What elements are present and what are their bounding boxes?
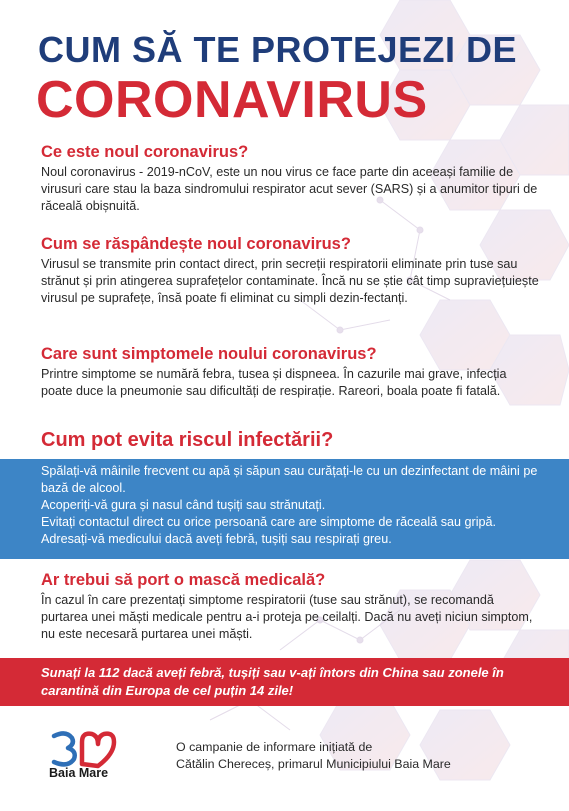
prevention-item: Acoperiți-vă gura și nasul când tușiți sau strănutați.	[41, 498, 326, 512]
title-line-1: CUM SĂ TE PROTEJEZI DE	[38, 29, 518, 70]
alert-text: Sunați la 112 dacă aveți febră, tușiți sau v-ați întors din China sau zonele în carantină din Europa de cel puțin 14 zile!	[41, 665, 504, 698]
section-body: Virusul se transmite prin contact direct, prin secreții respiratorii eliminate prin tuse sau strănut și prin atingerea suprafețelor contaminate. Încă nu se știe cât timp supraviețuiește virusul pe suprafețe, însă poate fi eliminat cu simpli dezin-fectanți.	[41, 257, 539, 305]
prevention-item: Evitați contactul direct cu orice persoană care are simptome de răceală sau gripă.	[41, 515, 497, 529]
section-heading: Ce este noul coronavirus?	[41, 143, 249, 161]
section-body: În cazul în care prezentați simptome respiratorii (tuse sau strănut), se recomandă purtarea unei măști medicale pentru a-i proteja pe ceilalți. Dacă nu aveți niciun simptom, nu este necesară purtarea unei măști.	[41, 593, 533, 641]
prevention-item: Adresați-vă medicului dacă aveți febră, tușiți sau respirați greu.	[41, 532, 392, 546]
section-heading: Ar trebui să port o mască medicală?	[41, 571, 326, 589]
prevention-item: Spălați-vă mâinile frecvent cu apă și săpun sau curățați-le cu un dezinfectant de mâini pe bază de alcool.	[41, 464, 538, 495]
logo-text: Baia Mare	[49, 766, 109, 780]
section-spread	[41, 234, 541, 307]
section-body: Noul coronavirus - 2019-nCoV, este un nou virus ce face parte din aceeași familie de virusuri care stau la baza sindromului respirator acut sever (SARS) și a anumitor tipuri de răceală obișnuită.	[41, 165, 538, 213]
prevention-heading: Cum pot evita riscul infectării?	[41, 429, 334, 451]
campaign-line-2: Cătălin Chereceș, primarul Municipiului Baia Mare	[176, 757, 451, 771]
section-heading: Care sunt simptomele noului coronavirus?	[41, 345, 377, 363]
prevention-list	[0, 459, 569, 548]
section-heading: Cum se răspândește noul coronavirus?	[41, 235, 351, 253]
alert-band	[0, 658, 569, 706]
section-what-is	[41, 142, 541, 215]
section-body: Printre simptome se numără febra, tusea și dispneea. În cazurile mai grave, infecția poate duce la pneumonie sau dificultăți de respirație. Rareori, boala poate fi fatală.	[41, 367, 507, 398]
prevention-band	[0, 459, 569, 559]
section-mask	[41, 570, 541, 643]
campaign-line-1: O campanie de informare inițiată de	[176, 740, 373, 754]
section-symptoms	[41, 344, 541, 400]
title-line-2: CORONAVIRUS	[36, 71, 428, 129]
campaign-credit	[176, 739, 556, 773]
